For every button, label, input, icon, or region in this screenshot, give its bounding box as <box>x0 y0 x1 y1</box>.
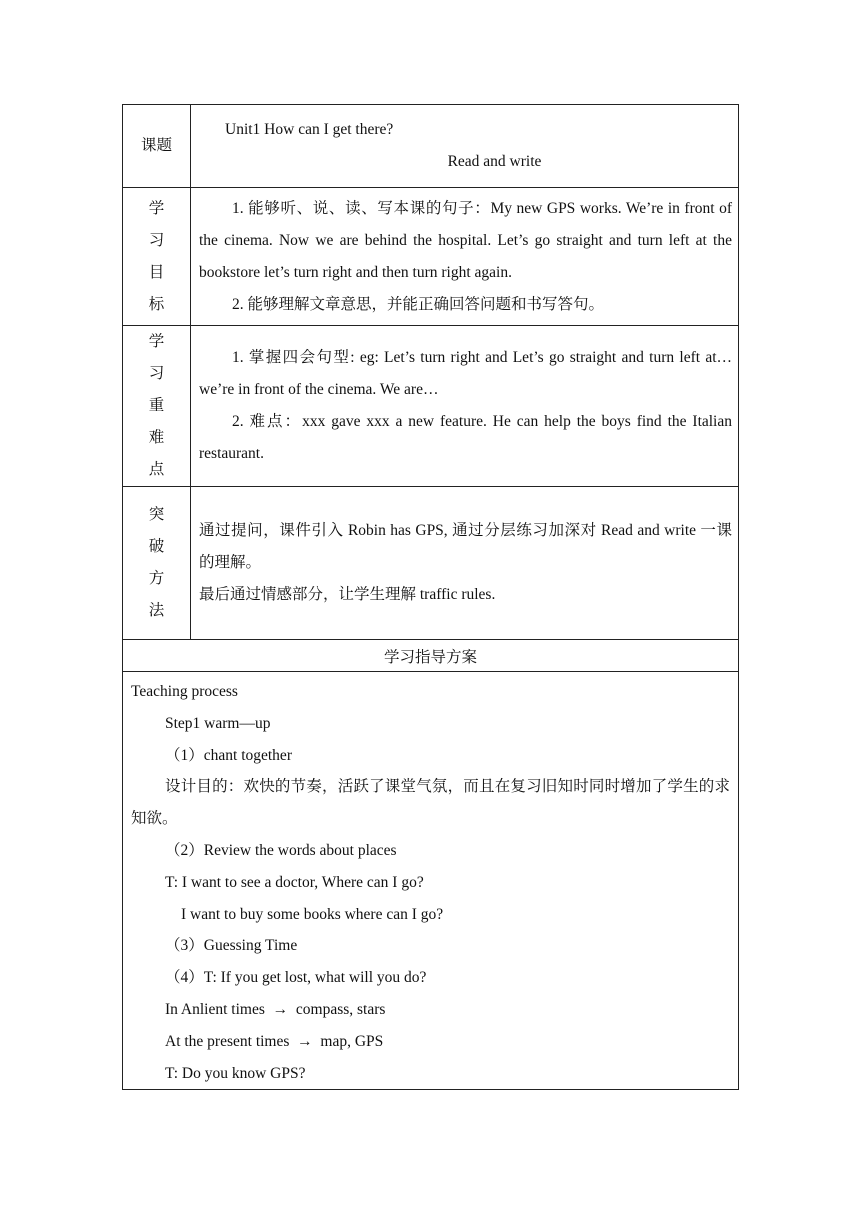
key-point-item-2: 2. 难点：xxx gave xxx a new feature. He can help the boys find the Italian restaurant. <box>199 413 732 462</box>
label-char: 方 <box>148 570 165 587</box>
key-points-content <box>191 326 739 487</box>
lesson-plan-table <box>122 104 739 1090</box>
label-char: 重 <box>148 397 165 414</box>
lesson-subtitle: Read and write <box>447 153 542 170</box>
row-key-points <box>123 326 739 487</box>
row-title <box>123 105 739 188</box>
row-guide-heading <box>123 640 739 672</box>
row-guide-body <box>123 672 739 1090</box>
guide-line: I want to buy some books where can I go? <box>181 905 444 923</box>
label-char: 习 <box>148 365 165 382</box>
guide-line: （4）T: If you get lost, what will you do? <box>165 969 427 987</box>
guide-line: Step1 warm—up <box>165 714 271 732</box>
methods-content <box>191 487 739 640</box>
label-char: 学 <box>148 333 165 350</box>
label-char: 难 <box>148 429 165 446</box>
row-learning-goals <box>123 188 739 326</box>
label-char: 突 <box>148 506 165 523</box>
method-line-1: 通过提问，课件引入 Robin has GPS, 通过分层练习加深对 Read and write 一课的理解。 <box>199 522 732 571</box>
label-char: 标 <box>148 295 165 313</box>
label-char: 法 <box>148 602 165 619</box>
row-methods <box>123 487 739 640</box>
method-line-2: 最后通过情感部分，让学生理解 traffic rules. <box>199 586 496 603</box>
guide-line: T: I want to see a doctor, Where can I go? <box>165 873 424 891</box>
label-key-points <box>123 326 191 487</box>
label-title: 课题 <box>123 105 191 188</box>
label-methods <box>123 487 191 640</box>
label-char: 习 <box>148 231 165 249</box>
goal-item-2: 2. 能够理解文章意思，并能正确回答问题和书写答句。 <box>232 295 605 313</box>
guide-line: 设计目的：欢快的节奏，活跃了课堂气氛，而且在复习旧知时同时增加了学生的求知欲。 <box>131 778 730 828</box>
guide-line: At the present times → map, GPS <box>165 1032 384 1050</box>
guide-line: T: Do you know GPS? <box>165 1064 306 1082</box>
guide-line: （2）Review the words about places <box>165 841 397 859</box>
label-char: 点 <box>148 461 165 478</box>
unit-title: Unit1 How can I get there? <box>225 121 394 138</box>
title-content <box>191 105 739 188</box>
guide-line: （3）Guessing Time <box>165 937 298 955</box>
key-point-item-1: 1. 掌握四会句型: eg: Let’s turn right and Let’s go straight and turn left at… we’re in front of the cinema. We are… <box>199 349 732 398</box>
label-char: 目 <box>148 263 165 281</box>
guide-line: Teaching process <box>131 683 238 700</box>
guide-heading: 学习指导方案 <box>123 640 739 672</box>
goals-content <box>191 188 739 326</box>
label-learning-goals <box>123 188 191 326</box>
goal-item-1: 1. 能够听、说、读、写本课的句子：My new GPS works. We’re in front of the cinema. Now we are behind the hospital. Let’s go straight and turn left at the bookstore let’s turn right and then turn right again. <box>199 199 732 281</box>
guide-body <box>123 672 739 1090</box>
guide-line: （1）chant together <box>165 746 292 764</box>
label-char: 学 <box>148 199 165 217</box>
label-char: 破 <box>148 538 165 555</box>
guide-line: In Anlient times → compass, stars <box>165 1000 386 1018</box>
